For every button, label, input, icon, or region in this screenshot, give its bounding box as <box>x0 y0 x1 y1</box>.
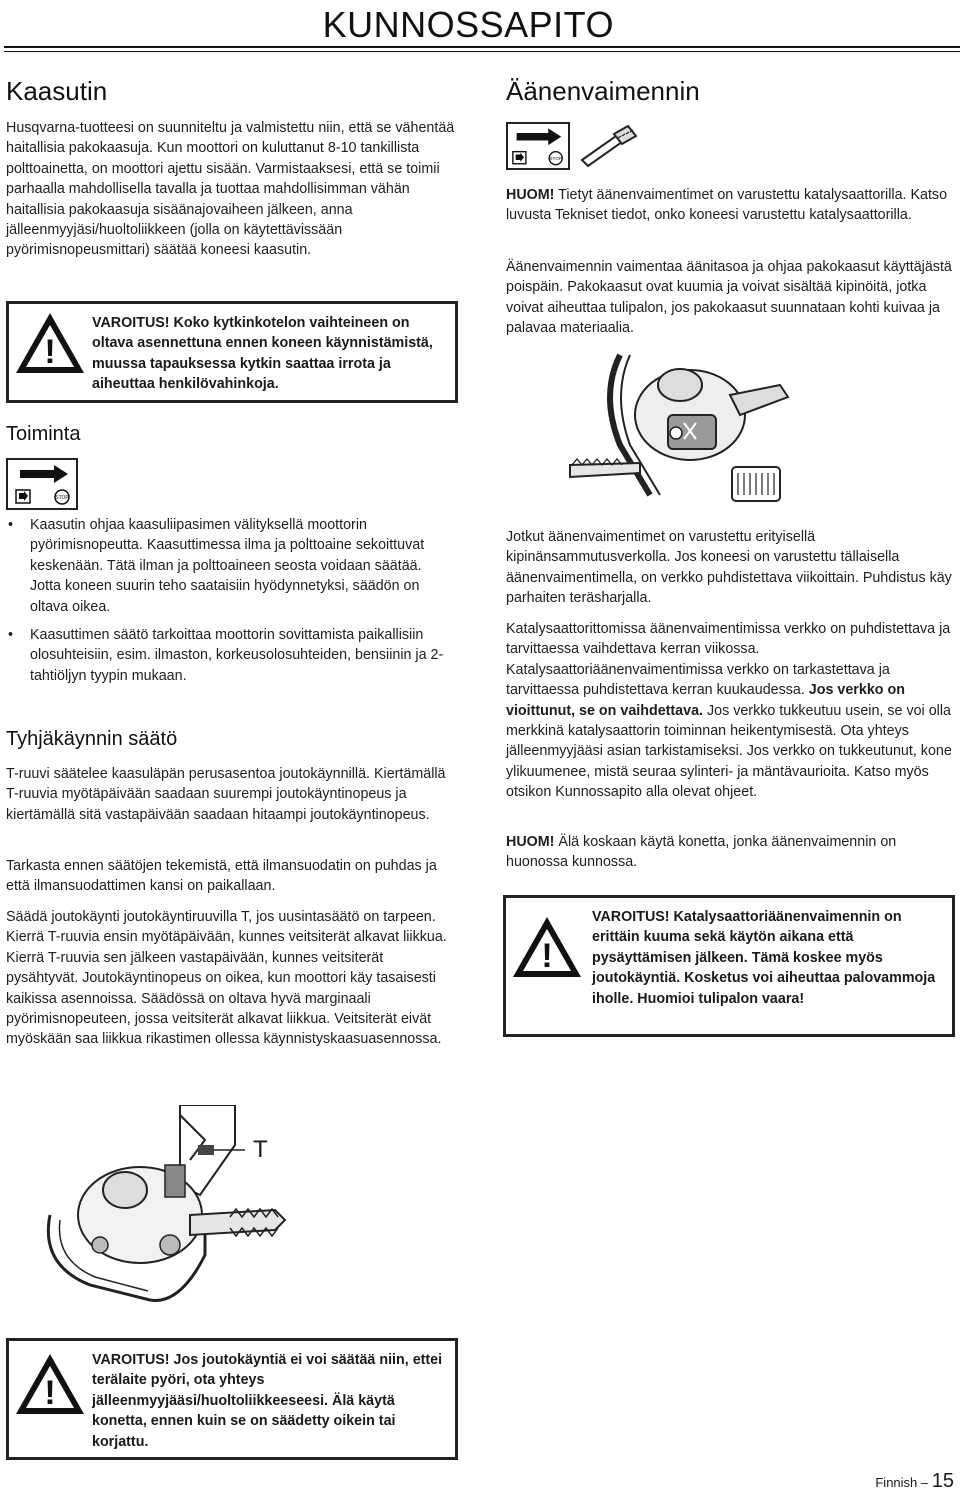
col2-huom: HUOM! Älä koskaan käytä konetta, jonka äänenvaimennin on huonossa kunnossa. <box>506 834 897 871</box>
warning-idle-text: VAROITUS! Jos joutokäyntiä ei voi säätää niin, ettei terälaite pyöri, ota yhteys jälleenmyyjääsi/huoltoliikkeeseesi. Älä käytä konetta, ennen kuin se on säädetty oikein tai korjattu. <box>92 1352 443 1450</box>
warning-triangle-icon <box>13 310 87 376</box>
warning-box-idle <box>6 1338 458 1460</box>
kipina-para: Jotkut äänenvaimentimet on varustettu erityisellä kipinänsammutusverkolla. Jos koneesi on varustettu tällaisella äänenvaimentimella, on verkko puhdistettava viikoittain. Puhdistus käy parhaiten teräsharjalla. <box>506 529 952 607</box>
stop-engine-symbol-right <box>506 122 570 170</box>
header-rule-thin <box>4 51 960 52</box>
section-title-aanenvaimennin: Äänenvaimennin <box>506 76 700 106</box>
list-item: • Kaasutin ohjaa kaasuliipasimen välityksellä moottorin pyörimisnopeutta. Kaasuttimessa ilma ja polttoaine sekoittuvat keskenään. Tätä ilman ja polttoaineen seosta voidaan säätää. Jotta koneen suurin teho saataisiin hyödynnetyksi, säädön on oltava oikea. <box>4 515 456 617</box>
idle-screw-illustration <box>30 1105 330 1310</box>
aanenvaimennin-para: Äänenvaimennin vaimentaa äänitasoa ja ohjaa pakokaasut käyttäjästä poispäin. Pakokaasut ovat kuumia ja voivat sisältää kipinöitä, jotka voivat aiheuttaa tulipalon, jos pakokaasut suunnataan kohti kuivaa ja palavaa materiaalia. <box>506 259 952 337</box>
warning-clutch-text: VAROITUS! Koko kytkinkotelon vaihteineen on oltava asennettuna ennen koneen käynnistämistä, muussa tapauksessa kytkin saattaa irrota ja aiheuttaa henkilövahinkoja. <box>92 315 433 393</box>
muffler-illustration <box>560 345 810 505</box>
tyhjakaynti-para-3: Säädä joutokäynti joutokäyntiruuvilla T, jos uusintasäätö on tarpeen. Kierrä T-ruuvia ensin myötäpäivään, kunnes veitsiterät alkavat liikkua. Kierrä T-ruuvia sen jälkeen vastapäivään, kunnes veitsiterät pysähtyvät. Joutokäyntinopeus on oikea, kun moottori käy tasaisesti kaikissa asennoissa. Säädössä on oltava hyvä marginaali pyörimisnopeuteen, jossa veitsiterät alkavat liikkua. Veitsiterät eivät myöskään saa liikkua rikastimen ollessa käynnistyskaasuasennossa. <box>6 909 447 1048</box>
svg-text:!: ! <box>44 333 56 371</box>
stop-engine-symbol <box>6 458 78 510</box>
arrow-stop-icon <box>14 464 72 506</box>
page-number: 15 <box>931 1470 954 1492</box>
kaasutin-paragraph: Husqvarna-tuotteesi on suunniteltu ja valmistettu niin, että se vähentää haitallisia pakokaasuja. Kun moottori on kuluttanut 8-10 tankillista polttoainetta, on moottori ajettu sisään. Varmistaaksesi, että se toimii parhaalla mahdollisella tavalla ja tuottaa mahdollisimman vähän haitallisia pakokaasuja sisäänajovaiheen jälkeen, anna jälleenmyyjäsi/huoltoliikkeen (jolla on käytettävissään pyörimisnopeusmittari) säätää koneesi kaasutin. <box>6 120 455 259</box>
list-item: • Kaasuttimen säätö tarkoittaa moottorin sovittamista paikallisiin olosuhteisiin, esim. ilmaston, korkeusolosuhteiden, bensiinin ja 2-tahtiöljyn tyypin mukaan. <box>4 625 456 686</box>
warning-triangle-icon <box>510 914 584 980</box>
section-title-toiminta: Toiminta <box>6 423 81 445</box>
toiminta-bullets <box>4 515 456 686</box>
wire-brush-icon <box>578 124 638 168</box>
header-rule <box>4 46 960 48</box>
section-title-tyhjakaynti: Tyhjäkäynnin säätö <box>6 728 178 750</box>
svg-text:STOP: STOP <box>55 495 69 501</box>
aanenvaimennin-huom: HUOM! Tietyt äänenvaimentimet on varustettu katalysaattorilla. Katso luvusta Tekniset tiedot, onko koneesi varustettu katalysaattorilla. <box>506 187 948 224</box>
svg-text:STOP: STOP <box>549 156 562 162</box>
tyhjakaynti-para-2: Tarkasta ennen säätöjen tekemistä, että ilmansuodatin on puhdas ja että ilmansuodattimen kansi on paikallaan. <box>6 858 437 895</box>
idle-screw-label-t: T <box>253 1136 268 1163</box>
warning-box-catalyst <box>503 895 955 1037</box>
footer-separator: – <box>917 1475 932 1490</box>
warning-box-clutch <box>6 301 458 403</box>
footer-language: Finnish <box>875 1475 918 1490</box>
page-footer <box>875 1470 954 1493</box>
verkko-para: Katalysaattorittomissa äänenvaimentimissa verkko on puhdistettava ja tarvittaessa vaihdettava kerran viikossa. Katalysaattoriäänenvaimentimissa verkko on tarkastettava ja tarvittaessa puhdistettava kerran kuukaudessa. Jos verkko on vioittunut, se on vaihdettava. Jos verkko tukkeutuu usein, se voi olla merkkinä katalysaattorin toiminnan heikentymisestä. Ota yhteys jälleenmyyjääsi asian tarkistamiseksi. Jos verkko on tukkeutunut, kone ylikuumenee, mistä seuraa sylinteri- ja mäntävaurioita. Katso myös otsikon Kunnossapito alla olevat ohjeet. <box>506 621 952 801</box>
svg-text:!: ! <box>44 1374 56 1412</box>
warning-triangle-icon <box>13 1351 87 1417</box>
warning-catalyst-text: VAROITUS! Katalysaattoriäänenvaimennin on erittäin kuuma sekä käytön aikana että pysäyttämisen jälkeen. Tämä koskee myös joutokäyntiä. Kosketus voi aiheuttaa palovammoja iholle. Huomioi tulipalon vaara! <box>592 909 936 1007</box>
arrow-stop-icon <box>511 127 565 167</box>
section-title-kaasutin: Kaasutin <box>6 76 108 106</box>
svg-text:!: ! <box>541 937 553 975</box>
tyhjakaynti-para-1: T-ruuvi säätelee kaasuläpän perusasentoa joutokäynnillä. Kiertämällä T-ruuvia myötäpäivään saadaan suurempi joutokäyntinopeus ja kiertämällä sitä vastapäivään saadaan hitaampi joutokäyntinopeus. <box>6 766 446 823</box>
page-header-title: KUNNOSSAPITO <box>322 4 614 45</box>
